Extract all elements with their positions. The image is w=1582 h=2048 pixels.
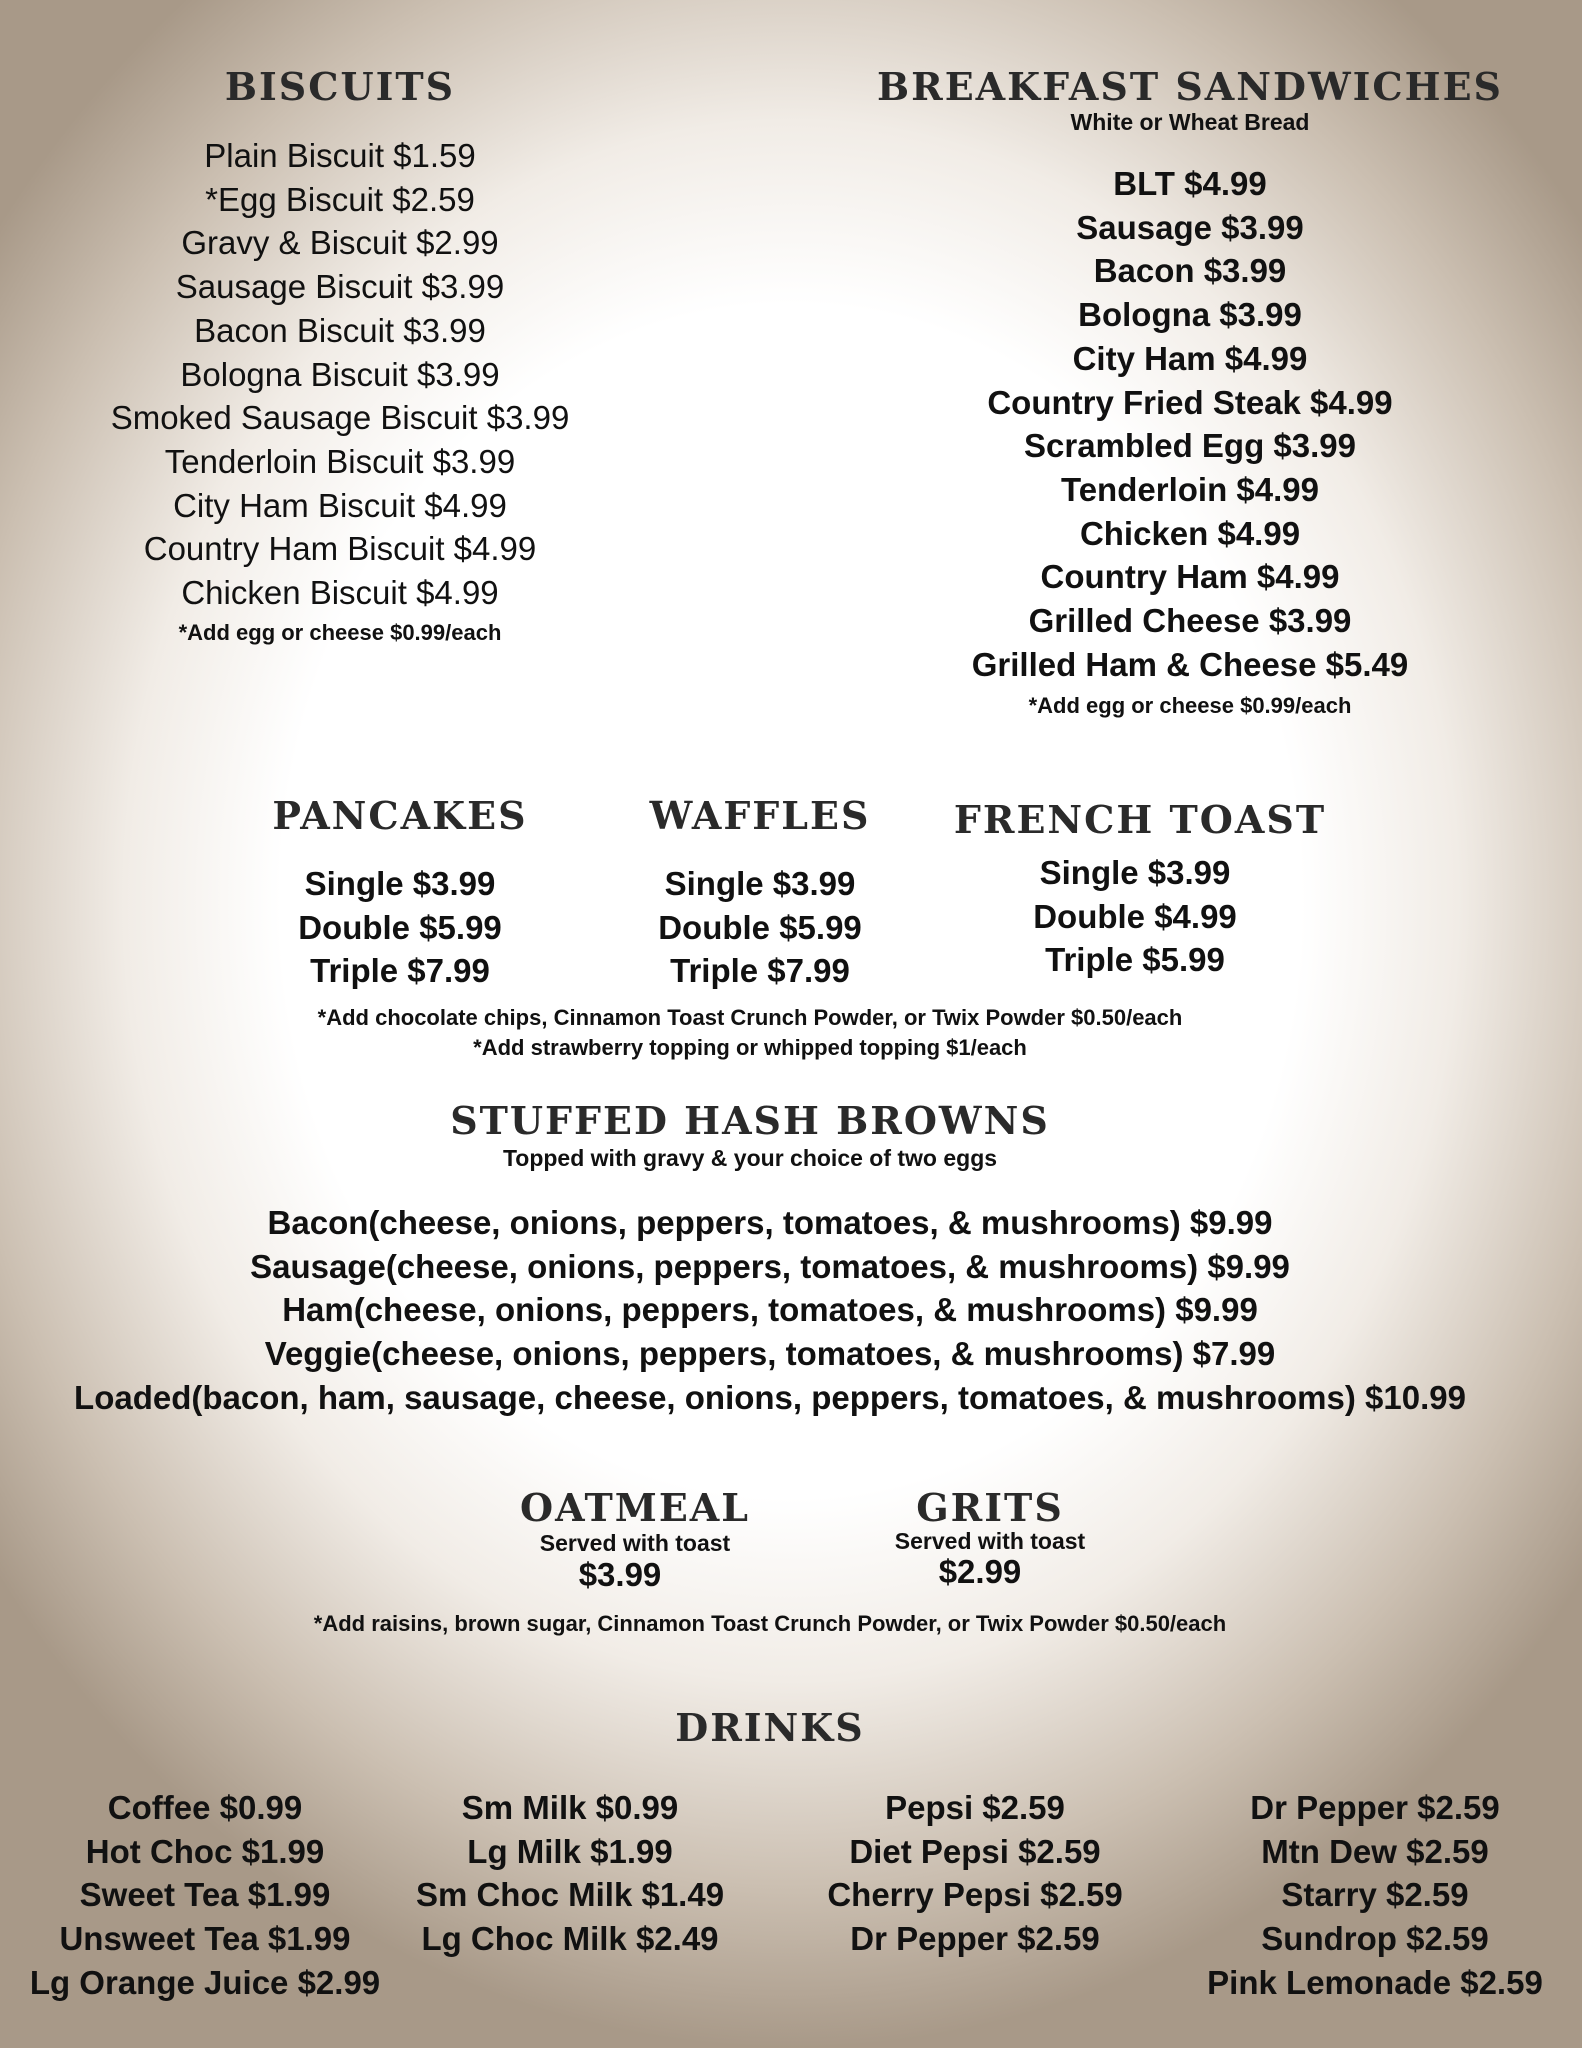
waffles-heading: WAFFLES <box>649 793 871 838</box>
menu-item: Dr Pepper $2.59 <box>1250 1789 1500 1826</box>
menu-item: Chicken $4.99 <box>1079 514 1301 552</box>
menu-item: Tenderloin $4.99 <box>1061 470 1319 508</box>
menu-item: Cherry Pepsi $2.59 <box>827 1876 1123 1914</box>
sandwiches-list <box>890 162 1490 686</box>
menu-item: Mtn Dew $2.59 <box>1261 1832 1489 1870</box>
menu-item: Diet Pepsi $2.59 <box>849 1832 1101 1870</box>
menu-item: Tenderloin Biscuit $3.99 <box>164 442 516 480</box>
menu-item: Bologna Biscuit $3.99 <box>180 355 500 393</box>
menu-item: Ham(cheese, onions, peppers, tomatoes, & mushrooms) $9.99 <box>282 1291 1258 1329</box>
waffles-list <box>610 862 910 993</box>
menu-item: Lg Choc Milk $2.49 <box>421 1920 719 1958</box>
menu-item: *Egg Biscuit $2.59 <box>205 180 475 218</box>
menu-item: Double $4.99 <box>1033 897 1237 935</box>
menu-item: Lg Orange Juice $2.99 <box>29 1963 381 2001</box>
drinks-col-2 <box>390 1786 750 1961</box>
menu-item: Triple $7.99 <box>310 952 490 990</box>
menu-item: Single $3.99 <box>664 865 856 902</box>
menu-item: Bacon Biscuit $3.99 <box>194 311 486 349</box>
menu-item: Dr Pepper $2.59 <box>850 1920 1100 1958</box>
menu-item: Sausage(cheese, onions, peppers, tomatoes, & mushrooms) $9.99 <box>250 1247 1290 1285</box>
menu-item: Gravy & Biscuit $2.99 <box>181 224 499 262</box>
oatmeal-subtitle: Served with toast <box>539 1530 731 1556</box>
menu-item: Sm Choc Milk $1.49 <box>415 1876 725 1914</box>
menu-item: Scrambled Egg $3.99 <box>1024 427 1356 465</box>
menu-item: Single $3.99 <box>304 865 496 902</box>
menu-item: Country Fried Steak $4.99 <box>987 383 1393 421</box>
biscuits-note: *Add egg or cheese $0.99/each <box>178 620 502 645</box>
menu-item: Plain Biscuit $1.59 <box>204 137 476 174</box>
menu-item: Lg Milk $1.99 <box>467 1832 673 1870</box>
menu-item: Double $5.99 <box>298 908 502 946</box>
biscuits-heading: BISCUITS <box>224 64 456 109</box>
menu-item: Unsweet Tea $1.99 <box>59 1920 351 1958</box>
menu-item: Bologna $3.99 <box>1078 296 1302 334</box>
pancakes-heading: PANCAKES <box>272 793 528 838</box>
sandwiches-heading: BREAKFAST SANDWICHES <box>877 64 1503 109</box>
toppings-note-1: *Add chocolate chips, Cinnamon Toast Crunch Powder, or Twix Powder $0.50/each <box>317 1005 1183 1030</box>
menu-item: City Ham Biscuit $4.99 <box>173 486 507 524</box>
menu-item: Hot Choc $1.99 <box>85 1832 325 1870</box>
menu-item: Pepsi $2.59 <box>885 1789 1065 1826</box>
drinks-col-4 <box>1190 1786 1560 2005</box>
menu-item: Coffee $0.99 <box>107 1789 303 1826</box>
grits-subtitle: Served with toast <box>894 1528 1086 1554</box>
french-toast-heading: FRENCH TOAST <box>953 797 1327 842</box>
menu-item: Loaded(bacon, ham, sausage, cheese, onions, peppers, tomatoes, & mushrooms) $10.99 <box>74 1378 1466 1416</box>
menu-item: Triple $5.99 <box>1045 941 1225 979</box>
menu-item: Grilled Ham & Cheese $5.49 <box>971 645 1409 683</box>
menu-item: Bacon $3.99 <box>1093 252 1287 290</box>
oatmeal-heading: OATMEAL <box>519 1485 750 1530</box>
oat-grits-note: *Add raisins, brown sugar, Cinnamon Toast Crunch Powder, or Twix Powder $0.50/each <box>313 1611 1227 1636</box>
sandwiches-subtitle: White or Wheat Bread <box>1070 109 1310 135</box>
menu-item: Veggie(cheese, onions, peppers, tomatoes, & mushrooms) $7.99 <box>264 1335 1276 1373</box>
sandwiches-note: *Add egg or cheese $0.99/each <box>1028 693 1352 718</box>
menu-item: Starry $2.59 <box>1281 1876 1469 1914</box>
drinks-col-1 <box>20 1786 390 2005</box>
grits-price: $2.99 <box>938 1553 1022 1590</box>
menu-item: Triple $7.99 <box>670 952 850 990</box>
menu-item: BLT $4.99 <box>1113 165 1267 202</box>
drinks-col-3 <box>800 1786 1150 1961</box>
menu-item: Single $3.99 <box>1039 854 1231 891</box>
pancakes-list <box>250 862 550 993</box>
menu-item: City Ham $4.99 <box>1072 339 1308 377</box>
hash-browns-subtitle: Topped with gravy & your choice of two eggs <box>502 1145 998 1171</box>
hash-browns-list <box>40 1201 1500 1420</box>
menu-item: Country Ham Biscuit $4.99 <box>143 530 537 568</box>
menu-item: Bacon(cheese, onions, peppers, tomatoes, & mushrooms) $9.99 <box>267 1204 1273 1241</box>
menu-item: Sausage Biscuit $3.99 <box>175 268 505 306</box>
menu-item: Sundrop $2.59 <box>1261 1920 1489 1958</box>
menu-item: Grilled Cheese $3.99 <box>1028 602 1352 640</box>
toppings-note-2: *Add strawberry topping or whipped topping $1/each <box>473 1035 1027 1060</box>
grits-heading: GRITS <box>916 1485 1064 1530</box>
menu-item: Country Ham $4.99 <box>1040 558 1340 596</box>
menu-item: Chicken Biscuit $4.99 <box>181 574 499 612</box>
french-toast-list <box>985 851 1285 982</box>
biscuits-list <box>40 134 640 615</box>
oatmeal-price: $3.99 <box>578 1556 662 1593</box>
drinks-heading: DRINKS <box>675 1705 865 1750</box>
hash-browns-heading: STUFFED HASH BROWNS <box>450 1098 1050 1143</box>
menu-item: Sausage $3.99 <box>1076 208 1304 246</box>
menu-item: Sweet Tea $1.99 <box>79 1876 331 1914</box>
menu-item: Smoked Sausage Biscuit $3.99 <box>110 399 570 437</box>
menu-item: Sm Milk $0.99 <box>461 1789 679 1826</box>
menu-item: Pink Lemonade $2.59 <box>1207 1963 1543 2001</box>
menu-item: Double $5.99 <box>658 908 862 946</box>
